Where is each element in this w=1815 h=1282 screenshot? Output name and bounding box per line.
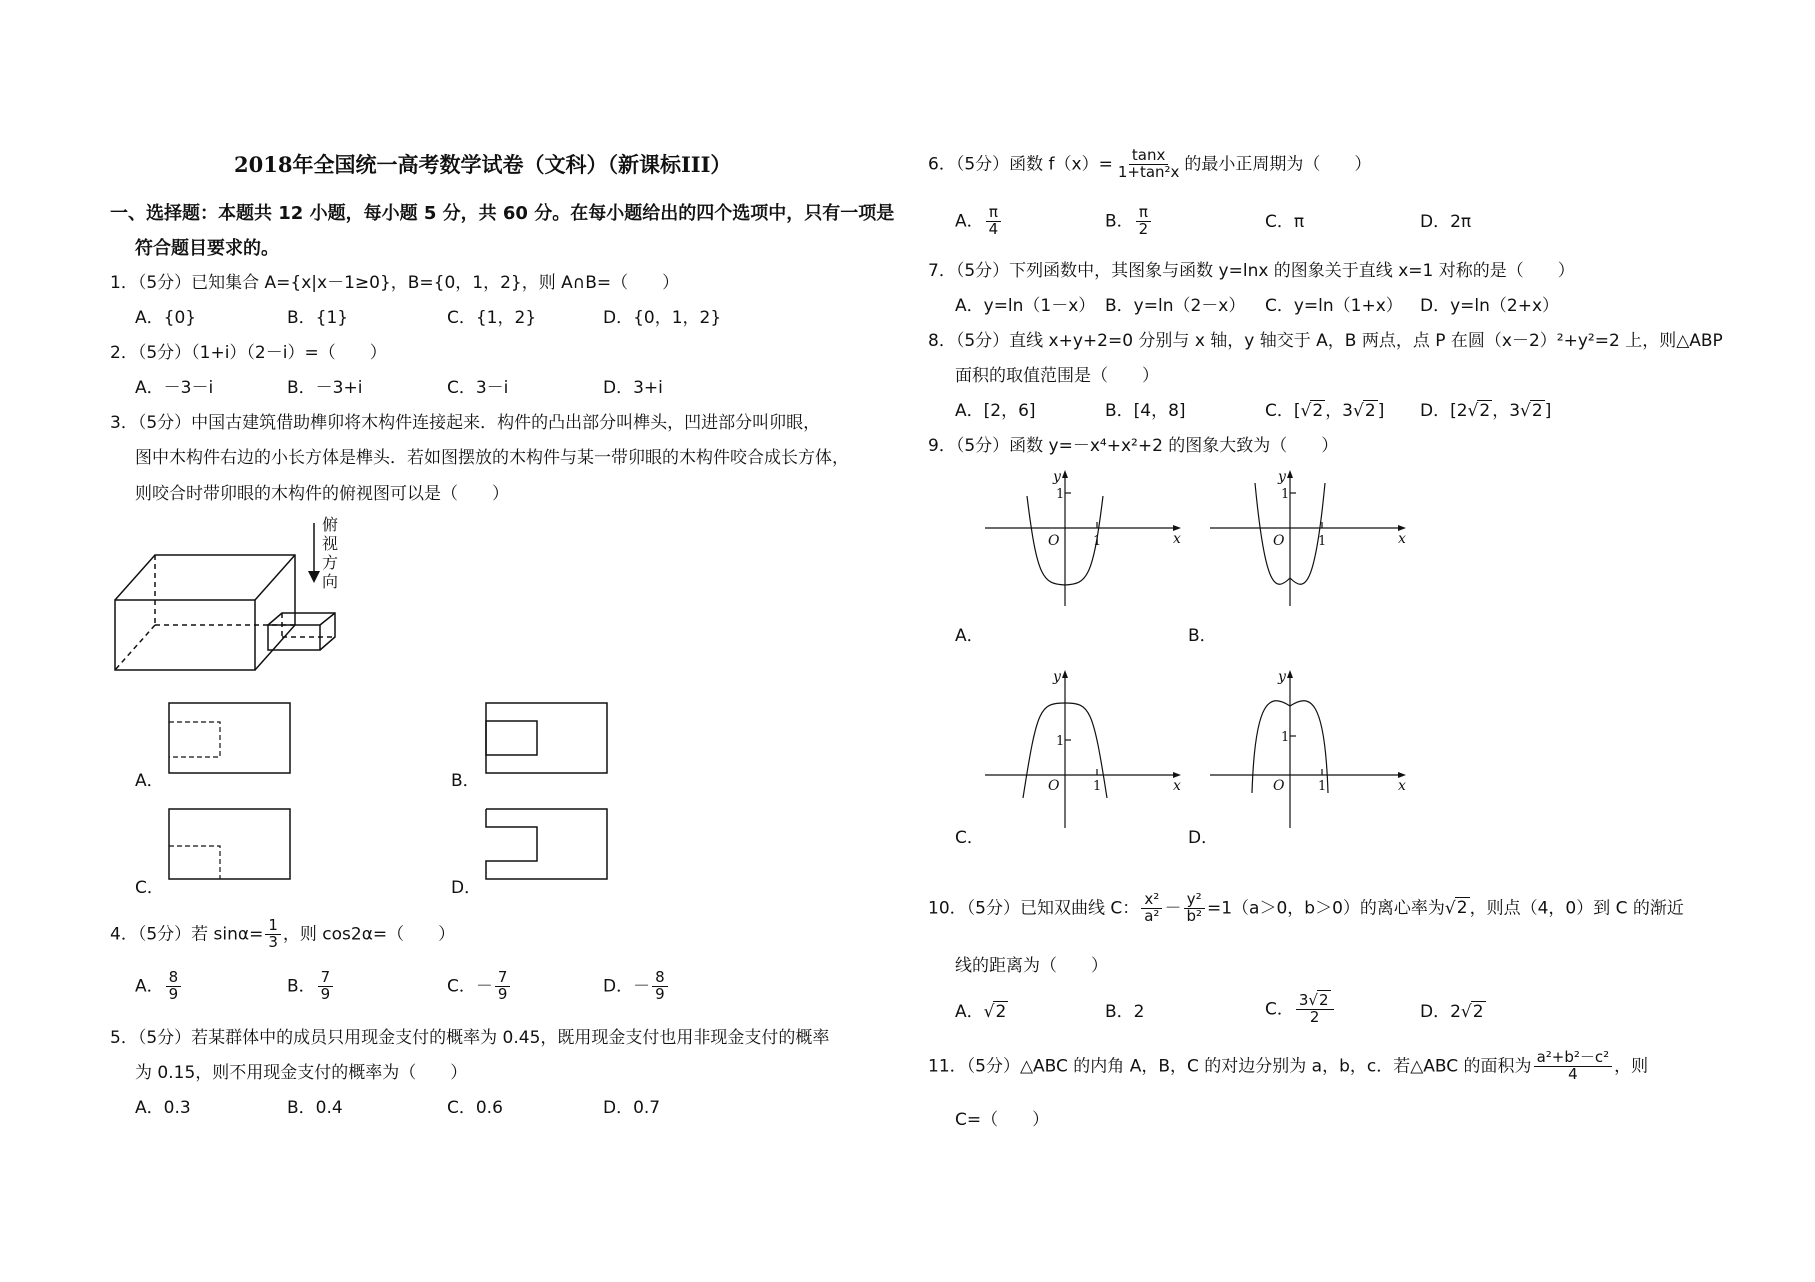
q10-option-c: C． $\frac{3√2}{2}$ — [1265, 993, 1336, 1026]
question-7-stem: 7．（5分）下列函数中，其图象与函数 y=lnx 的图象关于直线 x=1 对称的是（ ） — [928, 261, 1575, 281]
svg-text:O: O — [1048, 533, 1060, 549]
q4-option-d: D．－ $\frac{8}{9}$ — [603, 970, 670, 1003]
q3-figure-c — [168, 808, 293, 883]
q1-option-b: B．{1} — [287, 308, 349, 328]
q9-graph-a — [985, 468, 1185, 613]
q5-option-c: C．0.6 — [447, 1098, 503, 1118]
q1-option-a: A．{0} — [135, 308, 197, 328]
q7-option-b: B．y=ln（2－x） — [1105, 296, 1246, 316]
q5-option-a: A．0.3 — [135, 1098, 191, 1118]
q3-option-a: A． — [135, 771, 164, 791]
q4-stem-tail: ，则 cos2α=（ ） — [282, 924, 456, 945]
mortise-tenon-figure — [110, 515, 380, 675]
q10-option-b: B．2 — [1105, 1002, 1145, 1022]
question-9-stem: 9．（5分）函数 y=－x⁴+x²+2 的图象大致为（ ） — [928, 436, 1339, 456]
question-8-line-1: 8．（5分）直线 x+y+2=0 分别与 x 轴，y 轴交于 A，B 两点，点 P 在圆（x－2）²+y²=2 上，则△ABP — [928, 331, 1723, 351]
q7-option-a: A．y=ln（1－x） — [955, 296, 1096, 316]
q2-option-a: A．－3－i — [135, 378, 214, 398]
q4-fraction — [265, 918, 281, 951]
svg-text:1: 1 — [1056, 487, 1065, 502]
q7-option-d: D．y=ln（2+x） — [1420, 296, 1560, 316]
q9-option-d: D． — [1188, 828, 1219, 848]
question-5-line-2: 为 0.15，则不用现金支付的概率为（ ） — [135, 1063, 468, 1083]
view-direction-char-2: 视 — [322, 534, 339, 553]
svg-text:1: 1 — [1056, 734, 1065, 749]
section-heading-cont: 符合题目要求的。 — [135, 238, 279, 259]
svg-text:1: 1 — [1093, 534, 1102, 549]
question-5-line-1: 5．（5分）若某群体中的成员只用现金支付的概率为 0.45，既用现金支付也用非现金支付的概率 — [110, 1028, 830, 1048]
svg-text:O: O — [1273, 778, 1285, 794]
svg-text:O: O — [1048, 778, 1060, 794]
question-10-stem: 10．（5分）已知双曲线 C： $\frac{\text{x²}}{\text{a²}}$ － $\frac{\text{y²}}{\text{b²}}$ =1（a＞0，b＞0）的离心率为√2 ，则点（4，0）到 C 的渐近 — [928, 890, 1684, 925]
q10-option-d: D．2√2 — [1420, 1002, 1484, 1022]
svg-text:1: 1 — [1281, 730, 1290, 745]
q3-figure-a — [168, 702, 293, 777]
svg-text:y: y — [1053, 669, 1061, 685]
q6-option-c: C．π — [1265, 212, 1305, 232]
question-3-line-1: 3．（5分）中国古建筑借助榫卯将木构件连接起来．构件的凸出部分叫榫头，凹进部分叫卯眼， — [110, 413, 821, 433]
q9-graph-b — [1210, 468, 1410, 613]
q4-option-a: A． $\frac{8}{9}$ — [135, 970, 183, 1003]
q4-option-c: C．－ $\frac{7}{9}$ — [447, 970, 512, 1003]
q2-option-b: B．－3+i — [287, 378, 363, 398]
question-3-line-2: 图中木构件右边的小长方体是榫头．若如图摆放的木构件与某一带卯眼的木构件咬合成长方体， — [135, 448, 849, 468]
svg-text:x: x — [1398, 778, 1406, 794]
q6-option-b: B． $\frac{\pi}{2}$ — [1105, 205, 1153, 238]
page-title: 2018年全国统一高考数学试卷（文科）（新课标III） — [234, 152, 732, 177]
svg-text:1: 1 — [1093, 779, 1102, 794]
q2-option-c: C．3－i — [447, 378, 509, 398]
q4-den: 3 — [268, 932, 278, 951]
q9-graph-d — [1210, 668, 1410, 833]
svg-text:1: 1 — [1281, 487, 1290, 502]
svg-text:O: O — [1273, 533, 1285, 549]
q4-option-b: B． $\frac{7}{9}$ — [287, 970, 335, 1003]
svg-text:y: y — [1278, 669, 1286, 685]
question-6-stem: 6．（5分）函数 f（x）= $\frac{\tan x}{\text{1+tan²x}}$ 的最小正周期为（ ） — [928, 146, 1372, 181]
q3-option-d: D． — [451, 878, 482, 898]
question-11-stem: 11．（5分）△ABC 的内角 A，B，C 的对边分别为 a，b，c．若△ABC 的面积为 $\frac{\text{a²+b²－c²}}{4}$ ，则 — [928, 1048, 1649, 1083]
svg-text:x: x — [1173, 531, 1181, 547]
question-10-line-2: 线的距离为（ ） — [955, 956, 1108, 976]
q1-option-d: D．{0，1，2} — [603, 308, 722, 328]
svg-text:y: y — [1278, 469, 1286, 485]
svg-text:1: 1 — [1318, 779, 1327, 794]
q3-option-c: C． — [135, 878, 164, 898]
q9-graph-c — [985, 668, 1185, 833]
q4-stem-text: 4．（5分）若 sinα= — [110, 924, 264, 945]
section-heading: 一、选择题：本题共 12 小题，每小题 5 分，共 60 分。在每小题给出的四个选项中，只有一项是 — [110, 203, 895, 224]
q1-option-c: C．{1，2} — [447, 308, 537, 328]
svg-text:x: x — [1173, 778, 1181, 794]
question-11-line-2: C=（ ） — [955, 1110, 1050, 1130]
view-direction-arrow — [308, 571, 320, 583]
q6-option-a: A． $\frac{\pi}{4}$ — [955, 205, 1003, 238]
q5-option-d: D．0.7 — [603, 1098, 661, 1118]
question-1-stem: 1．（5分）已知集合 A={x|x－1≥0}，B={0，1，2}，则 A∩B=（ ） — [110, 273, 680, 293]
question-2-stem: 2．（5分）（1+i）（2－i）=（ ） — [110, 343, 387, 363]
q6-option-d: D．2π — [1420, 212, 1472, 232]
svg-text:x: x — [1398, 531, 1406, 547]
q8-option-d: D．[2√2 ，3√2 ] — [1420, 401, 1552, 421]
svg-text:y: y — [1053, 469, 1061, 485]
q7-option-c: C．y=ln（1+x） — [1265, 296, 1403, 316]
q3-option-b: B． — [451, 771, 480, 791]
q8-option-c: C．[√2 ，3√2 ] — [1265, 401, 1385, 421]
q3-figure-b — [485, 702, 610, 777]
q2-option-d: D．3+i — [603, 378, 663, 398]
view-direction-char-3: 方 — [322, 553, 339, 572]
question-3-line-3: 则咬合时带卯眼的木构件的俯视图可以是（ ） — [135, 484, 509, 504]
question-8-line-2: 面积的取值范围是（ ） — [955, 366, 1159, 386]
q4-num: 1 — [265, 918, 281, 935]
q3-figure-d — [485, 808, 610, 883]
q9-option-c: C． — [955, 828, 984, 848]
svg-text:1: 1 — [1318, 534, 1327, 549]
q5-option-b: B．0.4 — [287, 1098, 343, 1118]
question-4-stem — [110, 918, 455, 951]
q8-option-b: B．[4，8] — [1105, 401, 1186, 421]
view-direction-char-4: 向 — [322, 572, 339, 591]
q9-option-b: B． — [1188, 626, 1217, 646]
view-direction-char-1: 俯 — [322, 515, 339, 534]
q9-option-a: A． — [955, 626, 984, 646]
q10-option-a: A．√2 — [955, 1002, 1007, 1022]
q8-option-a: A．[2，6] — [955, 401, 1036, 421]
